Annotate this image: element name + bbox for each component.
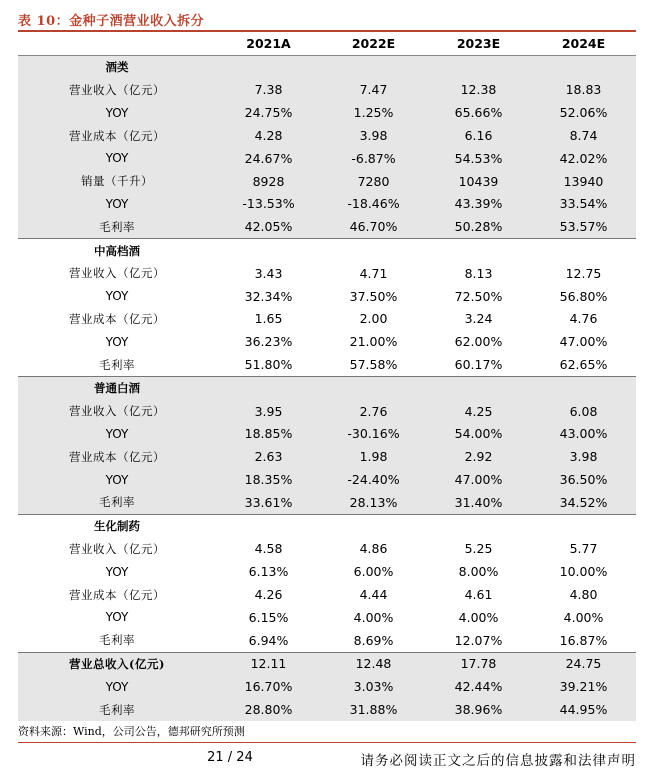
total-row	[18, 652, 636, 675]
value-cell: 4.80	[569, 587, 598, 603]
header-row	[18, 32, 636, 55]
value-cell: 6.08	[531, 400, 636, 423]
value-cell: 3.03%	[321, 675, 426, 698]
value-cell: 47.00%	[426, 468, 531, 491]
row-label: 营业收入（亿元）	[18, 79, 216, 102]
row-label: 营业收入（亿元）	[69, 266, 165, 281]
value-cell: 6.94%	[216, 629, 321, 652]
table-row	[18, 468, 636, 491]
value-cell: 34.52%	[531, 491, 636, 514]
value-cell: 4.28	[216, 124, 321, 147]
value-cell: 5.25	[464, 541, 493, 557]
value-cell: 8928	[216, 170, 321, 193]
table-body	[18, 55, 636, 721]
value-cell: 4.00%	[563, 609, 604, 625]
row-label: 营业成本（亿元）	[69, 587, 165, 602]
value-cell: 1.25%	[321, 101, 426, 124]
row-label: YOY	[18, 147, 216, 170]
empty-cell	[531, 239, 636, 262]
value-cell: -18.46%	[321, 193, 426, 216]
row-label: YOY	[105, 334, 129, 349]
section-name: 生化制药	[94, 519, 140, 534]
row-label: 营业收入（亿元）	[18, 400, 216, 423]
table-row	[18, 583, 636, 606]
value-cell: 31.88%	[321, 698, 426, 721]
value-cell: 42.44%	[426, 675, 531, 698]
section-name: 中高档酒	[94, 243, 140, 258]
source-note: 资料来源：Wind，公司公告，德邦研究所预测	[18, 725, 245, 738]
value-cell: 28.13%	[321, 491, 426, 514]
value-cell: 12.48	[321, 652, 426, 675]
value-cell: 3.24	[464, 311, 493, 327]
value-cell: 28.80%	[216, 698, 321, 721]
table-row	[18, 538, 636, 561]
value-cell: 53.57%	[531, 215, 636, 238]
empty-cell	[426, 55, 531, 78]
value-cell: 31.40%	[426, 491, 531, 514]
value-cell: 4.25	[426, 400, 531, 423]
value-cell: 13940	[531, 170, 636, 193]
value-cell: 37.50%	[349, 288, 398, 304]
value-cell: 39.21%	[531, 675, 636, 698]
value-cell: 16.70%	[216, 675, 321, 698]
empty-cell	[216, 239, 321, 262]
header-blank	[18, 32, 216, 55]
table-row	[18, 423, 636, 446]
value-cell: 46.70%	[321, 215, 426, 238]
value-cell: 8.00%	[458, 564, 499, 580]
value-cell: 24.75%	[216, 101, 321, 124]
row-label: 毛利率	[18, 215, 216, 238]
value-cell: 33.54%	[531, 193, 636, 216]
row-label: 营业总收入(亿元)	[18, 652, 216, 675]
row-label: YOY	[18, 101, 216, 124]
table-row	[18, 79, 636, 102]
value-cell: 6.13%	[248, 564, 289, 580]
value-cell: 4.00%	[458, 609, 499, 625]
table-row	[18, 629, 636, 652]
value-cell: 36.50%	[531, 468, 636, 491]
value-cell: 8.13	[464, 265, 493, 281]
empty-cell	[321, 376, 426, 399]
value-cell: 10.00%	[559, 564, 608, 580]
section-header-row	[18, 55, 636, 78]
row-label: 销量（千升）	[18, 170, 216, 193]
empty-cell	[531, 55, 636, 78]
header-year: 2021A	[216, 32, 321, 55]
row-label: 毛利率	[18, 491, 216, 514]
table-row	[18, 193, 636, 216]
empty-cell	[321, 514, 426, 537]
value-cell: 62.00%	[454, 334, 503, 350]
value-cell: 57.58%	[321, 353, 426, 376]
value-cell: 50.28%	[426, 215, 531, 238]
value-cell: 62.65%	[531, 353, 636, 376]
value-cell: 16.87%	[531, 629, 636, 652]
value-cell: 1.98	[321, 445, 426, 468]
value-cell: 4.61	[464, 587, 493, 603]
value-cell: 47.00%	[559, 334, 608, 350]
table-row	[18, 101, 636, 124]
value-cell: 24.67%	[216, 147, 321, 170]
value-cell: 42.02%	[531, 147, 636, 170]
value-cell: 4.26	[254, 587, 283, 603]
empty-cell	[216, 55, 321, 78]
row-label: 毛利率	[18, 629, 216, 652]
value-cell: 65.66%	[426, 101, 531, 124]
value-cell: 2.92	[426, 445, 531, 468]
empty-cell	[531, 376, 636, 399]
value-cell: 7280	[321, 170, 426, 193]
value-cell: 52.06%	[531, 101, 636, 124]
value-cell: 56.80%	[559, 288, 608, 304]
value-cell: 3.95	[216, 400, 321, 423]
value-cell: 3.43	[254, 265, 283, 281]
value-cell: 21.00%	[349, 334, 398, 350]
value-cell: 36.23%	[244, 334, 293, 350]
value-cell: 7.47	[321, 79, 426, 102]
value-cell: 10439	[426, 170, 531, 193]
value-cell: 38.96%	[426, 698, 531, 721]
table-row	[18, 308, 636, 331]
row-label: YOY	[18, 423, 216, 446]
value-cell: 4.76	[569, 311, 598, 327]
header-year: 2023E	[426, 32, 531, 55]
table-row	[18, 215, 636, 238]
value-cell: 4.58	[254, 541, 283, 557]
value-cell: 17.78	[426, 652, 531, 675]
value-cell: 4.44	[359, 587, 388, 603]
value-cell: 18.35%	[216, 468, 321, 491]
value-cell: -13.53%	[216, 193, 321, 216]
table-row	[18, 560, 636, 583]
value-cell: 3.98	[321, 124, 426, 147]
table-row	[18, 445, 636, 468]
row-label: YOY	[18, 193, 216, 216]
value-cell: 18.85%	[216, 423, 321, 446]
value-cell: 12.75	[565, 265, 602, 281]
value-cell: 6.00%	[353, 564, 394, 580]
empty-cell	[426, 514, 531, 537]
row-label: 营业成本（亿元）	[18, 124, 216, 147]
value-cell: 32.34%	[244, 288, 293, 304]
value-cell: 3.98	[531, 445, 636, 468]
table-row	[18, 400, 636, 423]
value-cell: 6.16	[426, 124, 531, 147]
disclaimer: 请务必阅读正文之后的信息披露和法律声明	[360, 753, 636, 769]
footer-rule	[18, 742, 636, 743]
table-row	[18, 330, 636, 353]
section-name: 酒类	[18, 55, 216, 78]
empty-cell	[216, 514, 321, 537]
row-label: YOY	[105, 564, 129, 579]
row-label: YOY	[18, 675, 216, 698]
table-row	[18, 147, 636, 170]
row-label: YOY	[105, 610, 129, 625]
empty-cell	[321, 239, 426, 262]
row-label: 毛利率	[18, 353, 216, 376]
total-row	[18, 698, 636, 721]
table-row	[18, 124, 636, 147]
value-cell: 1.65	[254, 311, 283, 327]
value-cell: -24.40%	[321, 468, 426, 491]
value-cell: 8.74	[531, 124, 636, 147]
value-cell: -6.87%	[321, 147, 426, 170]
row-label: 毛利率	[18, 698, 216, 721]
value-cell: 54.00%	[426, 423, 531, 446]
value-cell: 43.39%	[426, 193, 531, 216]
value-cell: 2.63	[216, 445, 321, 468]
row-label: YOY	[18, 468, 216, 491]
total-row	[18, 675, 636, 698]
value-cell: 51.80%	[216, 353, 321, 376]
value-cell: 60.17%	[426, 353, 531, 376]
empty-cell	[216, 376, 321, 399]
section-header-row	[18, 239, 636, 262]
value-cell: 44.95%	[531, 698, 636, 721]
revenue-breakdown-table	[18, 32, 636, 721]
value-cell: 4.00%	[353, 609, 394, 625]
row-label: YOY	[105, 289, 129, 304]
table-title: 表 10：金种子酒营业收入拆分	[18, 14, 205, 29]
value-cell: 6.15%	[248, 609, 289, 625]
value-cell: 24.75	[531, 652, 636, 675]
row-label: 营业收入（亿元）	[69, 541, 165, 556]
section-header-row	[18, 514, 636, 537]
value-cell: 5.77	[569, 541, 598, 557]
section-header-row	[18, 376, 636, 399]
value-cell: 12.07%	[426, 629, 531, 652]
table-row	[18, 285, 636, 308]
value-cell: 2.00	[359, 311, 388, 327]
value-cell: 43.00%	[531, 423, 636, 446]
table-row	[18, 262, 636, 285]
section-name: 普通白酒	[18, 376, 216, 399]
row-label: 营业成本（亿元）	[18, 445, 216, 468]
row-label: 营业成本（亿元）	[69, 311, 165, 326]
value-cell: 8.69%	[321, 629, 426, 652]
value-cell: 12.38	[426, 79, 531, 102]
value-cell: 4.71	[359, 265, 388, 281]
table-row	[18, 606, 636, 629]
value-cell: 12.11	[216, 652, 321, 675]
value-cell: 18.83	[531, 79, 636, 102]
empty-cell	[426, 239, 531, 262]
empty-cell	[531, 514, 636, 537]
empty-cell	[426, 376, 531, 399]
value-cell: -30.16%	[321, 423, 426, 446]
value-cell: 2.76	[321, 400, 426, 423]
value-cell: 33.61%	[216, 491, 321, 514]
table-row	[18, 491, 636, 514]
table-row	[18, 353, 636, 376]
value-cell: 42.05%	[216, 215, 321, 238]
value-cell: 4.86	[359, 541, 388, 557]
header-year: 2022E	[321, 32, 426, 55]
header-year: 2024E	[531, 32, 636, 55]
empty-cell	[321, 55, 426, 78]
page-number: 21 / 24	[207, 750, 253, 765]
table-row	[18, 170, 636, 193]
value-cell: 54.53%	[426, 147, 531, 170]
value-cell: 7.38	[216, 79, 321, 102]
value-cell: 72.50%	[454, 288, 503, 304]
